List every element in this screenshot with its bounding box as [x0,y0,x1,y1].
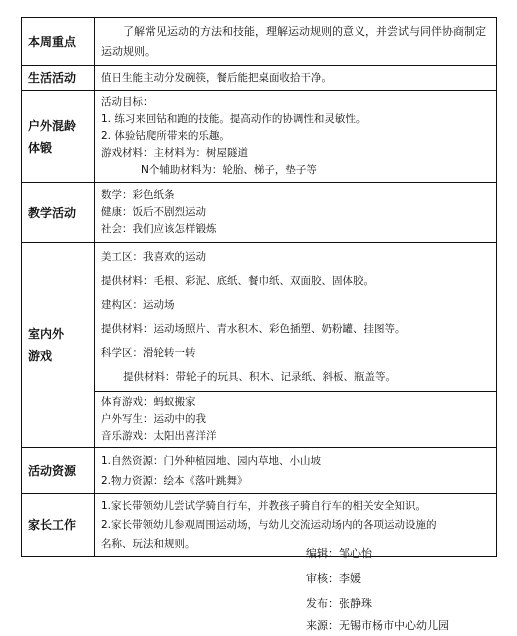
row-content-life [95,66,497,91]
list-item: 健康：饭后不剧烈运动 [101,206,206,218]
table-row [22,243,497,392]
row-content-focus [95,18,497,66]
table-row [22,66,497,91]
row-label-games [22,243,95,448]
table-row [22,91,497,183]
footer-editor: 编辑：邹心怡 [306,547,372,560]
list-item: 名称、玩法和规则。 [101,537,196,550]
row-label-focus: 本周重点 [22,18,95,66]
list-item: 数学：彩色纸条 [101,189,175,201]
list-item: 社会：我们应该怎样锻炼 [101,223,217,235]
list-item: 建构区：运动场 [101,299,175,311]
footer-reviewer: 审核：李媛 [306,572,361,585]
list-item: 体育游戏：蚂蚁搬家 [101,396,196,408]
focus-text: 了解常见运动的方法和技能，理解运动规则的意义，并尝试与同伴协商制定运动规则。 [101,24,486,58]
weekly-plan-table [21,17,497,557]
outdoor-label: 户外混龄体锻 [28,118,77,155]
list-item: N个辅助材料为：轮胎、梯子，垫子等 [141,164,317,176]
table-row [22,18,497,66]
games-label: 室内外游戏 [28,327,65,363]
row-label-resources: 活动资源 [22,448,95,494]
list-item: 美工区：我喜欢的运动 [101,251,206,263]
row-content-game-zones [95,243,497,392]
list-item: 游戏材料：主材料为：树屋隧道 [101,147,248,159]
list-item: 科学区：滑轮转一转 [101,347,196,359]
list-item: 1. 练习来回钻和跑的技能。提高动作的协调性和灵敏性。 [101,113,367,125]
row-content-other-games [95,392,497,448]
row-label-life: 生活活动 [22,66,95,91]
list-item: 音乐游戏：太阳出喜洋洋 [101,430,217,442]
row-label-parents: 家长工作 [22,494,95,557]
row-label-outdoor [22,91,95,183]
list-item: 活动目标： [101,96,154,108]
list-item: 提供材料：运动场照片、青水积木、彩色插塑、奶粉罐、挂图等。 [101,323,406,335]
list-item: 2. 体验钻爬所带来的乐趣。 [101,130,230,142]
list-item: 1.家长带领幼儿尝试学骑自行车，并教孩子骑自行车的相关安全知识。 [101,499,427,512]
list-item: 户外写生：运动中的我 [101,413,206,425]
row-content-teaching [95,183,497,243]
footer-source: 来源：无锡市杨市中心幼儿园 [306,619,449,632]
life-text: 值日生能主动分发碗筷，餐后能把桌面收拾干净。 [101,71,332,84]
table-row [22,183,497,243]
table-row [22,448,497,494]
row-label-teaching: 教学活动 [22,183,95,243]
list-item: 提供材料：毛根、彩泥、底纸、餐巾纸、双面胶、固体胶。 [101,275,374,287]
row-content-parents [95,494,497,557]
table-row [22,494,497,557]
list-item: 1.自然资源：门外种植园地、园内草地、小山坡 [101,454,322,467]
list-item: 2.家长带领幼儿参观周围运动场，与幼儿交流运动场内的各项运动设施的 [101,518,437,531]
row-content-outdoor [95,91,497,183]
footer-publisher: 发布：张静珠 [306,597,372,610]
list-item: 提供材料：带轮子的玩具、积木、记录纸、斜板、瓶盖等。 [123,371,396,383]
row-content-resources [95,448,497,494]
list-item: 2.物力资源：绘本《落叶跳舞》 [101,474,248,487]
